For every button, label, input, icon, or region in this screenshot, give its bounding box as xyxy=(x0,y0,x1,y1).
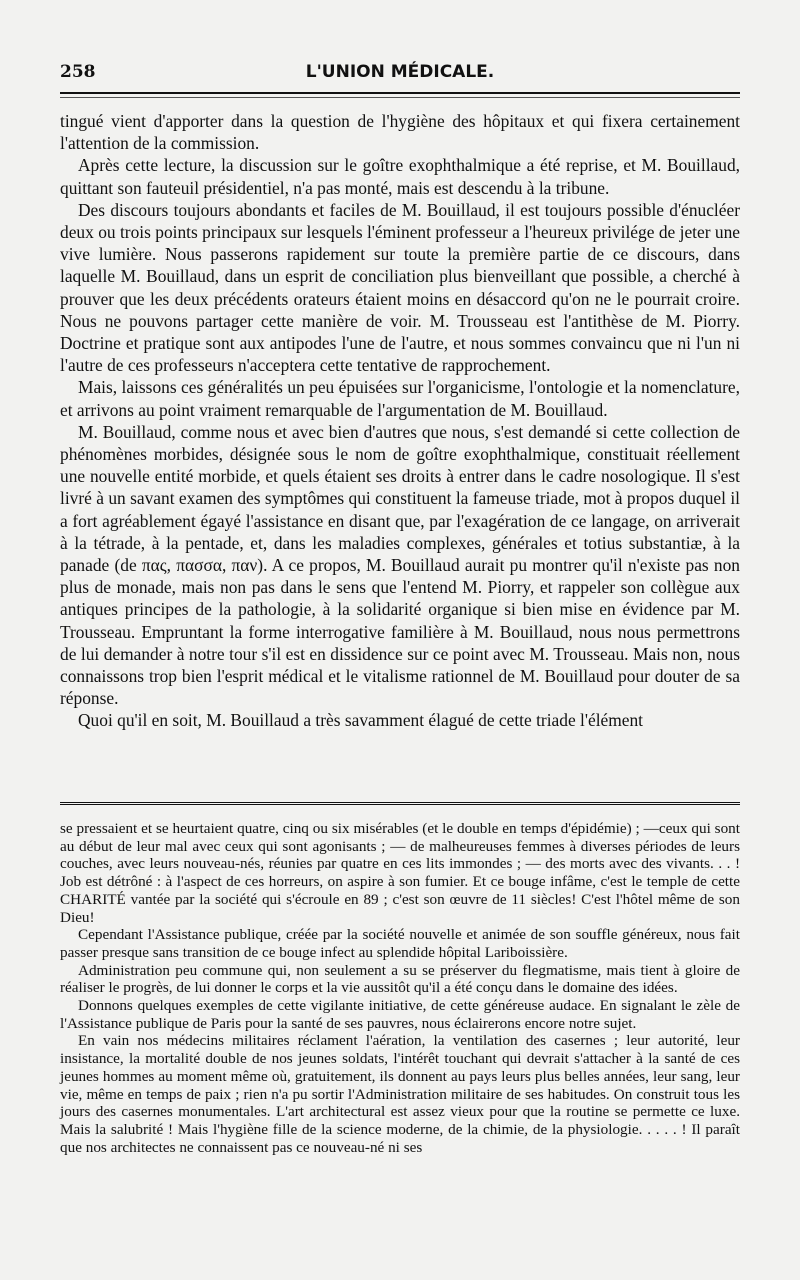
footnote-text xyxy=(60,820,740,1156)
paragraph: Des discours toujours abondants et faciles de M. Bouillaud, il est toujours possible d'énucléer deux ou trois points principaux sur lesquels l'éminent professeur a l'heureux privilége de jeter une vive lumière. Nous passerons rapidement sur toute la première partie de ce discours, dans laquelle M. Bouillaud, dans un esprit de conciliation plus bienveillant que possible, a cherché à prouver que les deux précédents orateurs étaient moins en désaccord qu'on ne le pourrait croire. Nous ne pouvons partager cette manière de voir. M. Trousseau est l'antithèse de M. Piorry. Doctrine et pratique sont aux antipodes l'une de l'autre, et nous sommes convaincu que ni l'un ni l'autre de ces professeurs n'acceptera cette tentative de rapprochement. xyxy=(60,199,740,376)
paragraph: Mais, laissons ces généralités un peu épuisées sur l'organicisme, l'ontologie et la nomenclature, et arrivons au point vraiment remarquable de l'argumentation de M. Bouillaud. xyxy=(60,377,740,420)
section-divider xyxy=(60,802,740,809)
header-rule-thin xyxy=(60,97,740,98)
header-rule xyxy=(60,92,740,94)
running-header xyxy=(60,62,740,88)
note-paragraph: Administration peu commune qui, non seulement a su se préserver du flegmatisme, mais tient à gloire de réaliser le progrès, de lui donner le corps et la vie aussitôt qu'il a été conçu dans le domaine des idées. xyxy=(60,961,740,997)
paragraph: M. Bouillaud, comme nous et avec bien d'autres que nous, s'est demandé si cette collection de phénomènes morbides, désignée sous le nom de goître exophthalmique, constituait réellement une nouvelle entité morbide, et quels étaient ses droits à entrer dans le cadre nosologique. Il s'est livré à un savant examen des symptômes qui constituent la fameuse triade, mot à propos duquel il a fort agréablement égayé l'assistance en disant que, par l'exagération de ce langage, on arriverait à la tétrade, à la pentade, et, dans les maladies complexes, générales et totius substantiæ, à la panade (de πας, πασσα, παν). A ce propos, M. Bouillaud aurait pu montrer qu'il n'existe pas non plus de monade, mais non pas dans le sens que l'entend M. Piorry, et rappeler son collègue aux antiques principes de la pathologie, à la solidarité organique si bien mise en évidence par M. Trousseau. Empruntant la forme interrogative familière à M. Bouillaud, nous nous permettrons de lui demander à notre tour s'il est en dissidence sur ce point avec M. Trousseau. Mais non, nous connaissons trop bien l'esprit médical et le vitalisme rationnel de M. Bouillaud pour douter de sa réponse. xyxy=(60,421,740,709)
page-number: 258 xyxy=(60,62,96,82)
note-paragraph: Cependant l'Assistance publique, créée par la société nouvelle et animée de son souffle généreux, nous fait passer presque sans transition de ce bouge infect au splendide hôpital Lariboissière. xyxy=(60,926,740,961)
note-paragraph: Donnons quelques exemples de cette vigilante initiative, de cette généreuse audace. En signalant le zèle de l'Assistance publique de Paris pour la santé de ses pauvres, nous éclairerons encore notre sujet. xyxy=(60,997,740,1032)
paragraph: tingué vient d'apporter dans la question de l'hygiène des hôpitaux et qui fixera certainement l'attention de la commission. xyxy=(60,111,740,154)
paragraph: Quoi qu'il en soit, M. Bouillaud a très savamment élagué de cette triade l'élément xyxy=(78,710,644,731)
note-paragraph: se pressaient et se heurtaient quatre, cinq ou six misérables (et le double en temps d'épidémie) ; —ceux qui sont au début de leur mal avec ceux qui sont agonisants ; — de malheureuses femmes à diverses périodes de leurs couches, avec leurs nouveau-nés, réunies par quatre en ces lits immondes ; — des morts avec des vivants. . . ! Job est détrôné : à l'aspect de ces horreurs, on aspire à son fumier. Et ce bouge infâme, c'est le temple de cette CHARITÉ vantée par la société qui s'écroule en 89 ; c'est son œuvre de 11 siècles! C'est l'hôtel même de son Dieu! xyxy=(60,820,740,926)
note-paragraph: En vain nos médecins militaires réclament l'aération, la ventilation des casernes ; leur autorité, leur insistance, la mortalité double de nos jeunes soldats, l'intérêt touchant qui devrait s'attacher à la santé de ces jeunes hommes au moment même où, gratuitement, ils donnent au pays leurs plus belles années, leur sang, leur vie, même en temps de paix ; rien n'a pu sortir l'Administration militaire de ses habitudes. On construit tous les jours des casernes monumentales. L'art architectural est assez vieux pour que la routine se permette ce luxe. Mais la salubrité ! Mais l'hygiène fille de la science moderne, de la chimie, de la physiologie. . . . . ! Il paraît que nos architectes ne connaissent pas ce nouveau-né ni ses xyxy=(60,1032,740,1156)
main-text xyxy=(60,110,740,732)
journal-title: L'UNION MÉDICALE. xyxy=(305,62,495,82)
paragraph: Après cette lecture, la discussion sur le goître exophthalmique a été reprise, et M. Bouillaud, quittant son fauteuil présidentiel, n'a pas monté, mais est descendu à la tribune. xyxy=(60,155,740,198)
